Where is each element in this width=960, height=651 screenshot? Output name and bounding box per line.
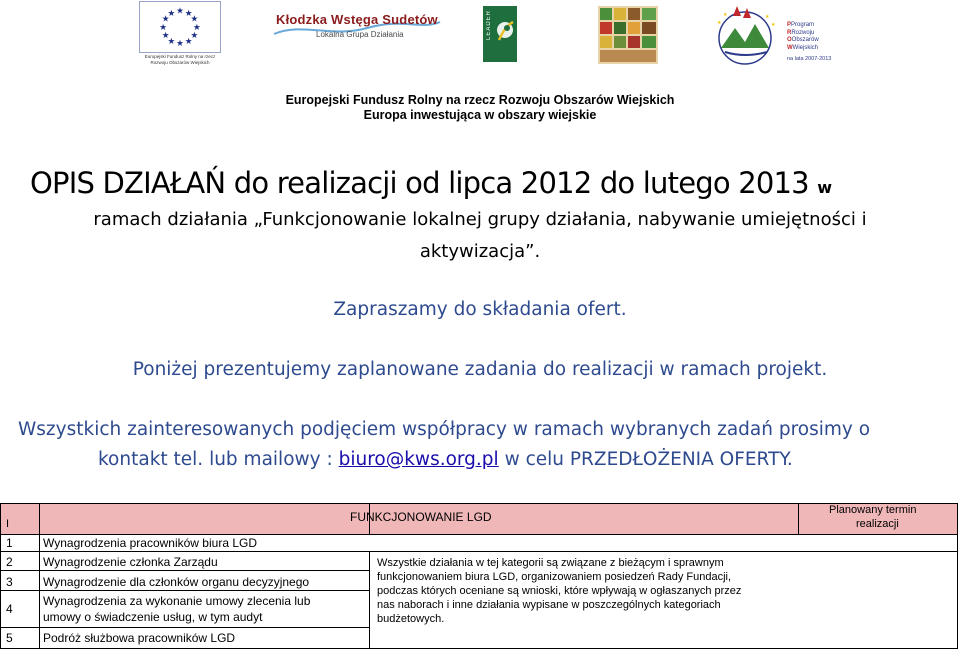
svg-text:★: ★ xyxy=(167,8,176,19)
svg-text:★: ★ xyxy=(176,6,184,17)
table-row-number: 1 xyxy=(6,536,13,550)
eu-flag-logo xyxy=(139,1,221,66)
leader-logo xyxy=(483,6,517,62)
table-row-name-line1: Wynagrodzenia za wykonanie umowy zlecenia lub xyxy=(43,594,311,608)
svg-text:★: ★ xyxy=(176,39,184,50)
eu-logo-caption: Europejski Fundusz Rolny na rzecz Rozwoju Obszarów Wiejskich xyxy=(144,54,216,65)
table-row-number: 3 xyxy=(6,575,13,589)
svg-text:★: ★ xyxy=(184,8,193,19)
fund-slogan-line: Europa inwestująca w obszary wiejskie xyxy=(363,108,597,122)
eu-stars-icon xyxy=(139,1,221,53)
table-header-deadline-l1: Planowany termin xyxy=(829,504,917,516)
prow-logo xyxy=(707,2,832,66)
kws-logo-name: Kłodzka Wstęga Sudetów xyxy=(276,12,438,27)
leader-mosaic-logo xyxy=(598,6,658,64)
table-header-deadline-l2: realizacji xyxy=(856,518,899,530)
prow-logo-text: PProgram RRozwoju OObszarów WWiejskich xyxy=(787,22,819,51)
table-row-number: 5 xyxy=(6,631,13,645)
svg-text:★: ★ xyxy=(167,36,176,47)
table-row-name: Wynagrodzenie członka Zarządu xyxy=(43,555,218,569)
table-row-number: 2 xyxy=(6,555,13,569)
table-row-name: Podróż służbowa pracowników LGD xyxy=(43,631,236,645)
leader-logo-text: LEADER xyxy=(486,10,492,41)
svg-text:★: ★ xyxy=(723,12,728,18)
page-title-line2: ramach działania „Funkcjonowanie lokalnej grupy działania, nabywanie umiejętności i xyxy=(93,209,867,230)
kws-logo-subtitle: Lokalna Grupa Działania xyxy=(316,30,404,39)
svg-text:★: ★ xyxy=(161,14,170,25)
svg-text:★: ★ xyxy=(161,31,170,42)
svg-text:★: ★ xyxy=(184,36,193,47)
table-header-index: I xyxy=(6,518,10,530)
table-row-name-line2: umowy o świadczenie usług, w tym audyt xyxy=(43,610,263,624)
svg-text:★: ★ xyxy=(159,22,168,33)
email-link[interactable]: biuro@kws.org.pl xyxy=(338,449,499,470)
leaf-icon xyxy=(483,6,517,62)
invitation-text: Zapraszamy do składania ofert. xyxy=(333,299,627,320)
table-row-name: Wynagrodzenie dla członków organu decyzyjnego xyxy=(43,575,310,589)
svg-text:★: ★ xyxy=(717,20,722,26)
page-title-line3: aktywizacja”. xyxy=(419,241,541,262)
table-row-name: Wynagrodzenia pracowników biura LGD xyxy=(43,536,257,550)
table-header-section: FUNKCJONOWANIE LGD xyxy=(350,510,492,524)
svg-text:★: ★ xyxy=(190,31,199,42)
section-description: Wszystkie działania w tej kategorii są związane z bieżącym i sprawnym funkcjonowaniem biura LGD, organizowaniem posiedzeń Rady Fundacji, podczas których oceniane są wnioski, które wpływają w ogłaszanych przez nas naborach i inne działania wypisane w poszczególnych kategoriach budżetowych. xyxy=(377,557,742,625)
page-title xyxy=(30,166,832,200)
contact-text-line2: kontakt tel. lub mailowy : biuro@kws.org.pl w celu PRZEDŁOŻENIA OFERTY. xyxy=(98,449,793,470)
svg-text:★: ★ xyxy=(765,14,770,20)
contact-text-line1: Wszystkich zainteresowanych podjęciem współpracy w ramach wybranych zadań prosimy o xyxy=(18,419,871,440)
prow-emblem-icon xyxy=(707,2,787,66)
prow-years: na lata 2007-2013 xyxy=(787,56,832,62)
table-row-number: 4 xyxy=(6,602,13,616)
svg-text:★: ★ xyxy=(771,22,776,28)
svg-text:★: ★ xyxy=(190,14,199,25)
page-title-main: OPIS DZIAŁAŃ do realizacji od lipca 2012 do lutego 2013 xyxy=(30,166,809,200)
page-title-tail: w xyxy=(817,178,833,197)
intro-text: Poniżej prezentujemy zaplanowane zadania do realizacji w ramach projekt. xyxy=(132,359,828,380)
fund-name-line: Europejski Fundusz Rolny na rzecz Rozwoju Obszarów Wiejskich xyxy=(285,93,675,107)
svg-text:★: ★ xyxy=(192,22,201,33)
kws-logo xyxy=(272,8,442,42)
tasks-table xyxy=(0,503,958,649)
mosaic-icon xyxy=(598,6,658,64)
